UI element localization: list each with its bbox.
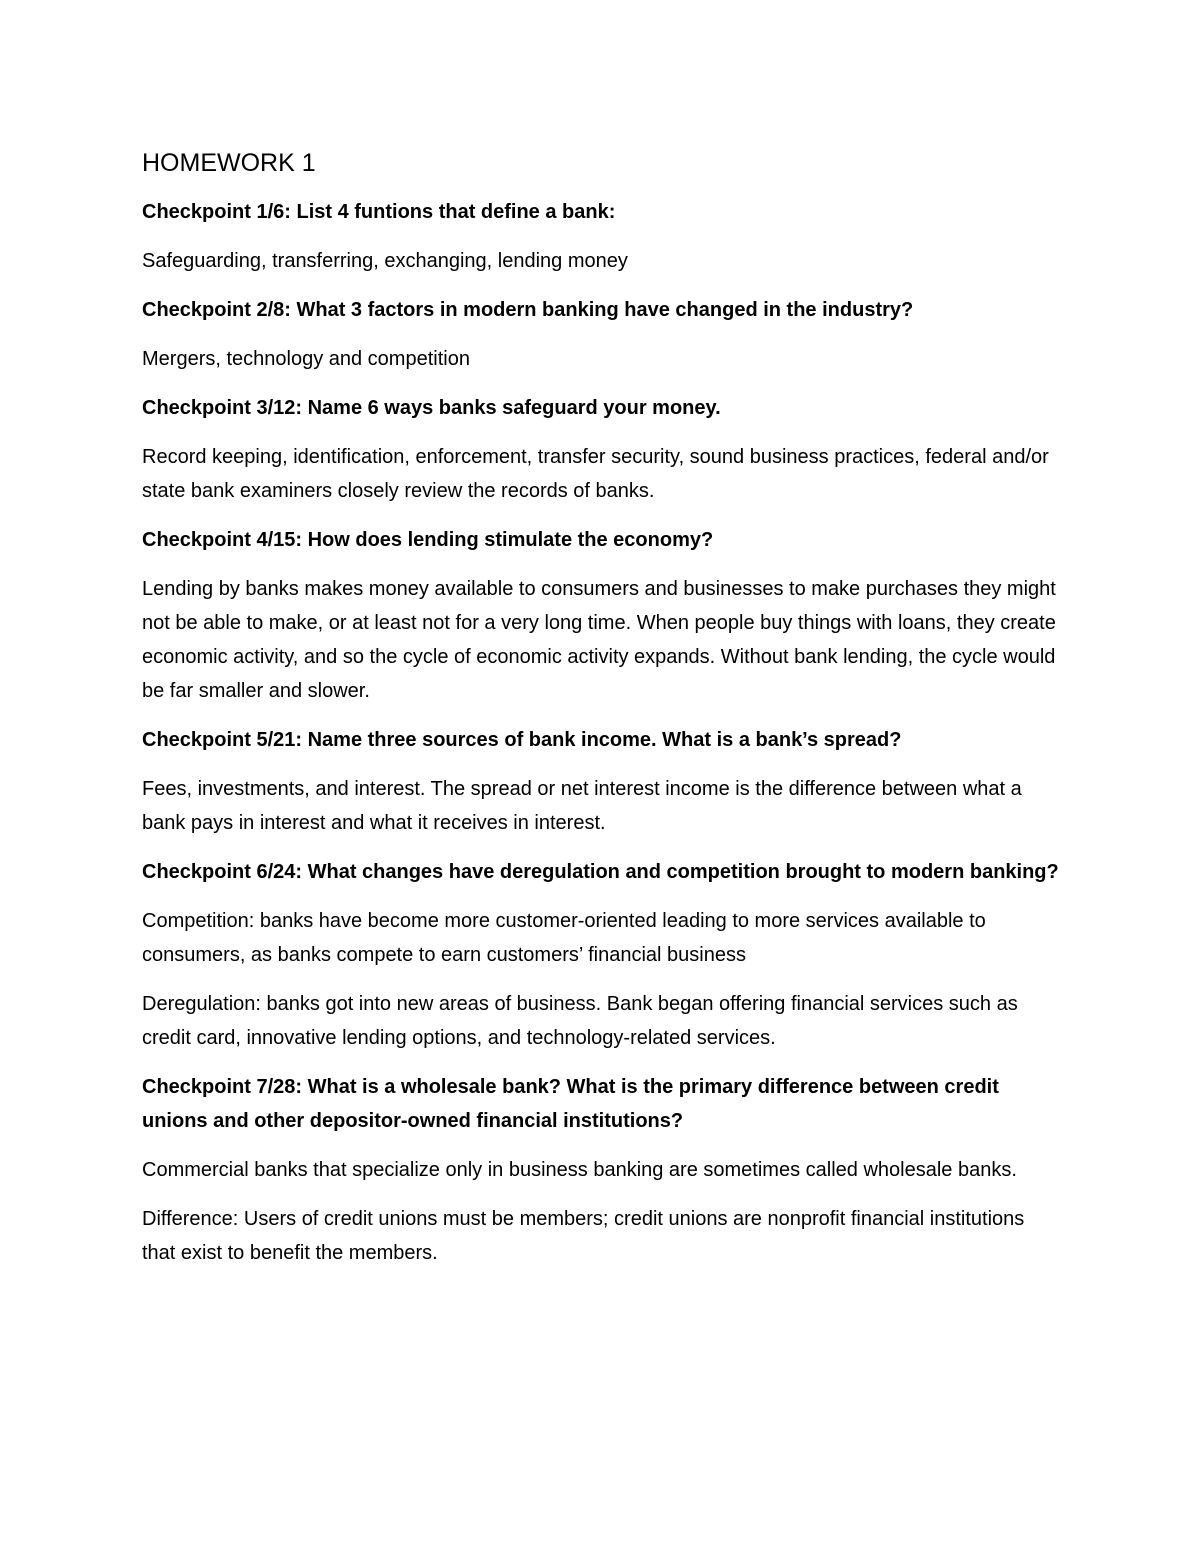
checkpoint-7: [142, 1070, 1062, 1270]
checkpoint-question: Checkpoint 4/15: How does lending stimulate the economy?: [142, 529, 714, 551]
checkpoint-answer: Record keeping, identification, enforcement, transfer security, sound business practices, federal and/or state bank examiners closely review the records of banks.: [142, 446, 1049, 502]
checkpoint-answer: Commercial banks that specialize only in business banking are sometimes called wholesale banks.: [142, 1159, 1017, 1181]
checkpoint-answer: Competition: banks have become more customer-oriented leading to more services available to consumers, as banks compete to earn customers’ financial business: [142, 910, 986, 966]
checkpoint-answer: Mergers, technology and competition: [142, 348, 470, 370]
checkpoint-answer: Safeguarding, transferring, exchanging, lending money: [142, 250, 628, 272]
document-body: [142, 146, 1062, 1285]
checkpoint-question: Checkpoint 5/21: Name three sources of bank income. What is a bank’s spread?: [142, 729, 902, 751]
checkpoint-question: Checkpoint 3/12: Name 6 ways banks safeguard your money.: [142, 397, 721, 419]
checkpoint-answer: Lending by banks makes money available to consumers and businesses to make purchases they might not be able to make, or at least not for a very long time. When people buy things with loans, they create economic activity, and so the cycle of economic activity expands. Without bank lending, the cycle would be far smaller and slower.: [142, 578, 1056, 702]
document-title: HOMEWORK 1: [142, 149, 316, 177]
checkpoint-5: [142, 723, 1062, 840]
checkpoint-answer: Difference: Users of credit unions must be members; credit unions are nonprofit financial institutions that exist to benefit the members.: [142, 1208, 1025, 1264]
checkpoint-question: Checkpoint 6/24: What changes have deregulation and competition brought to modern banking?: [142, 861, 1059, 883]
checkpoint-question: Checkpoint 1/6: List 4 funtions that define a bank:: [142, 201, 616, 223]
checkpoint-1: [142, 195, 1062, 278]
checkpoint-answer: Deregulation: banks got into new areas of business. Bank began offering financial services such as credit card, innovative lending options, and technology-related services.: [142, 993, 1018, 1049]
checkpoint-4: [142, 523, 1062, 708]
checkpoint-question: Checkpoint 7/28: What is a wholesale bank? What is the primary difference between credit unions and other depositor-owned financial institutions?: [142, 1076, 999, 1132]
checkpoint-question: Checkpoint 2/8: What 3 factors in modern banking have changed in the industry?: [142, 299, 914, 321]
checkpoint-2: [142, 293, 1062, 376]
checkpoint-3: [142, 391, 1062, 508]
checkpoint-6: [142, 855, 1062, 1055]
checkpoint-answer: Fees, investments, and interest. The spread or net interest income is the difference between what a bank pays in interest and what it receives in interest.: [142, 778, 1022, 834]
